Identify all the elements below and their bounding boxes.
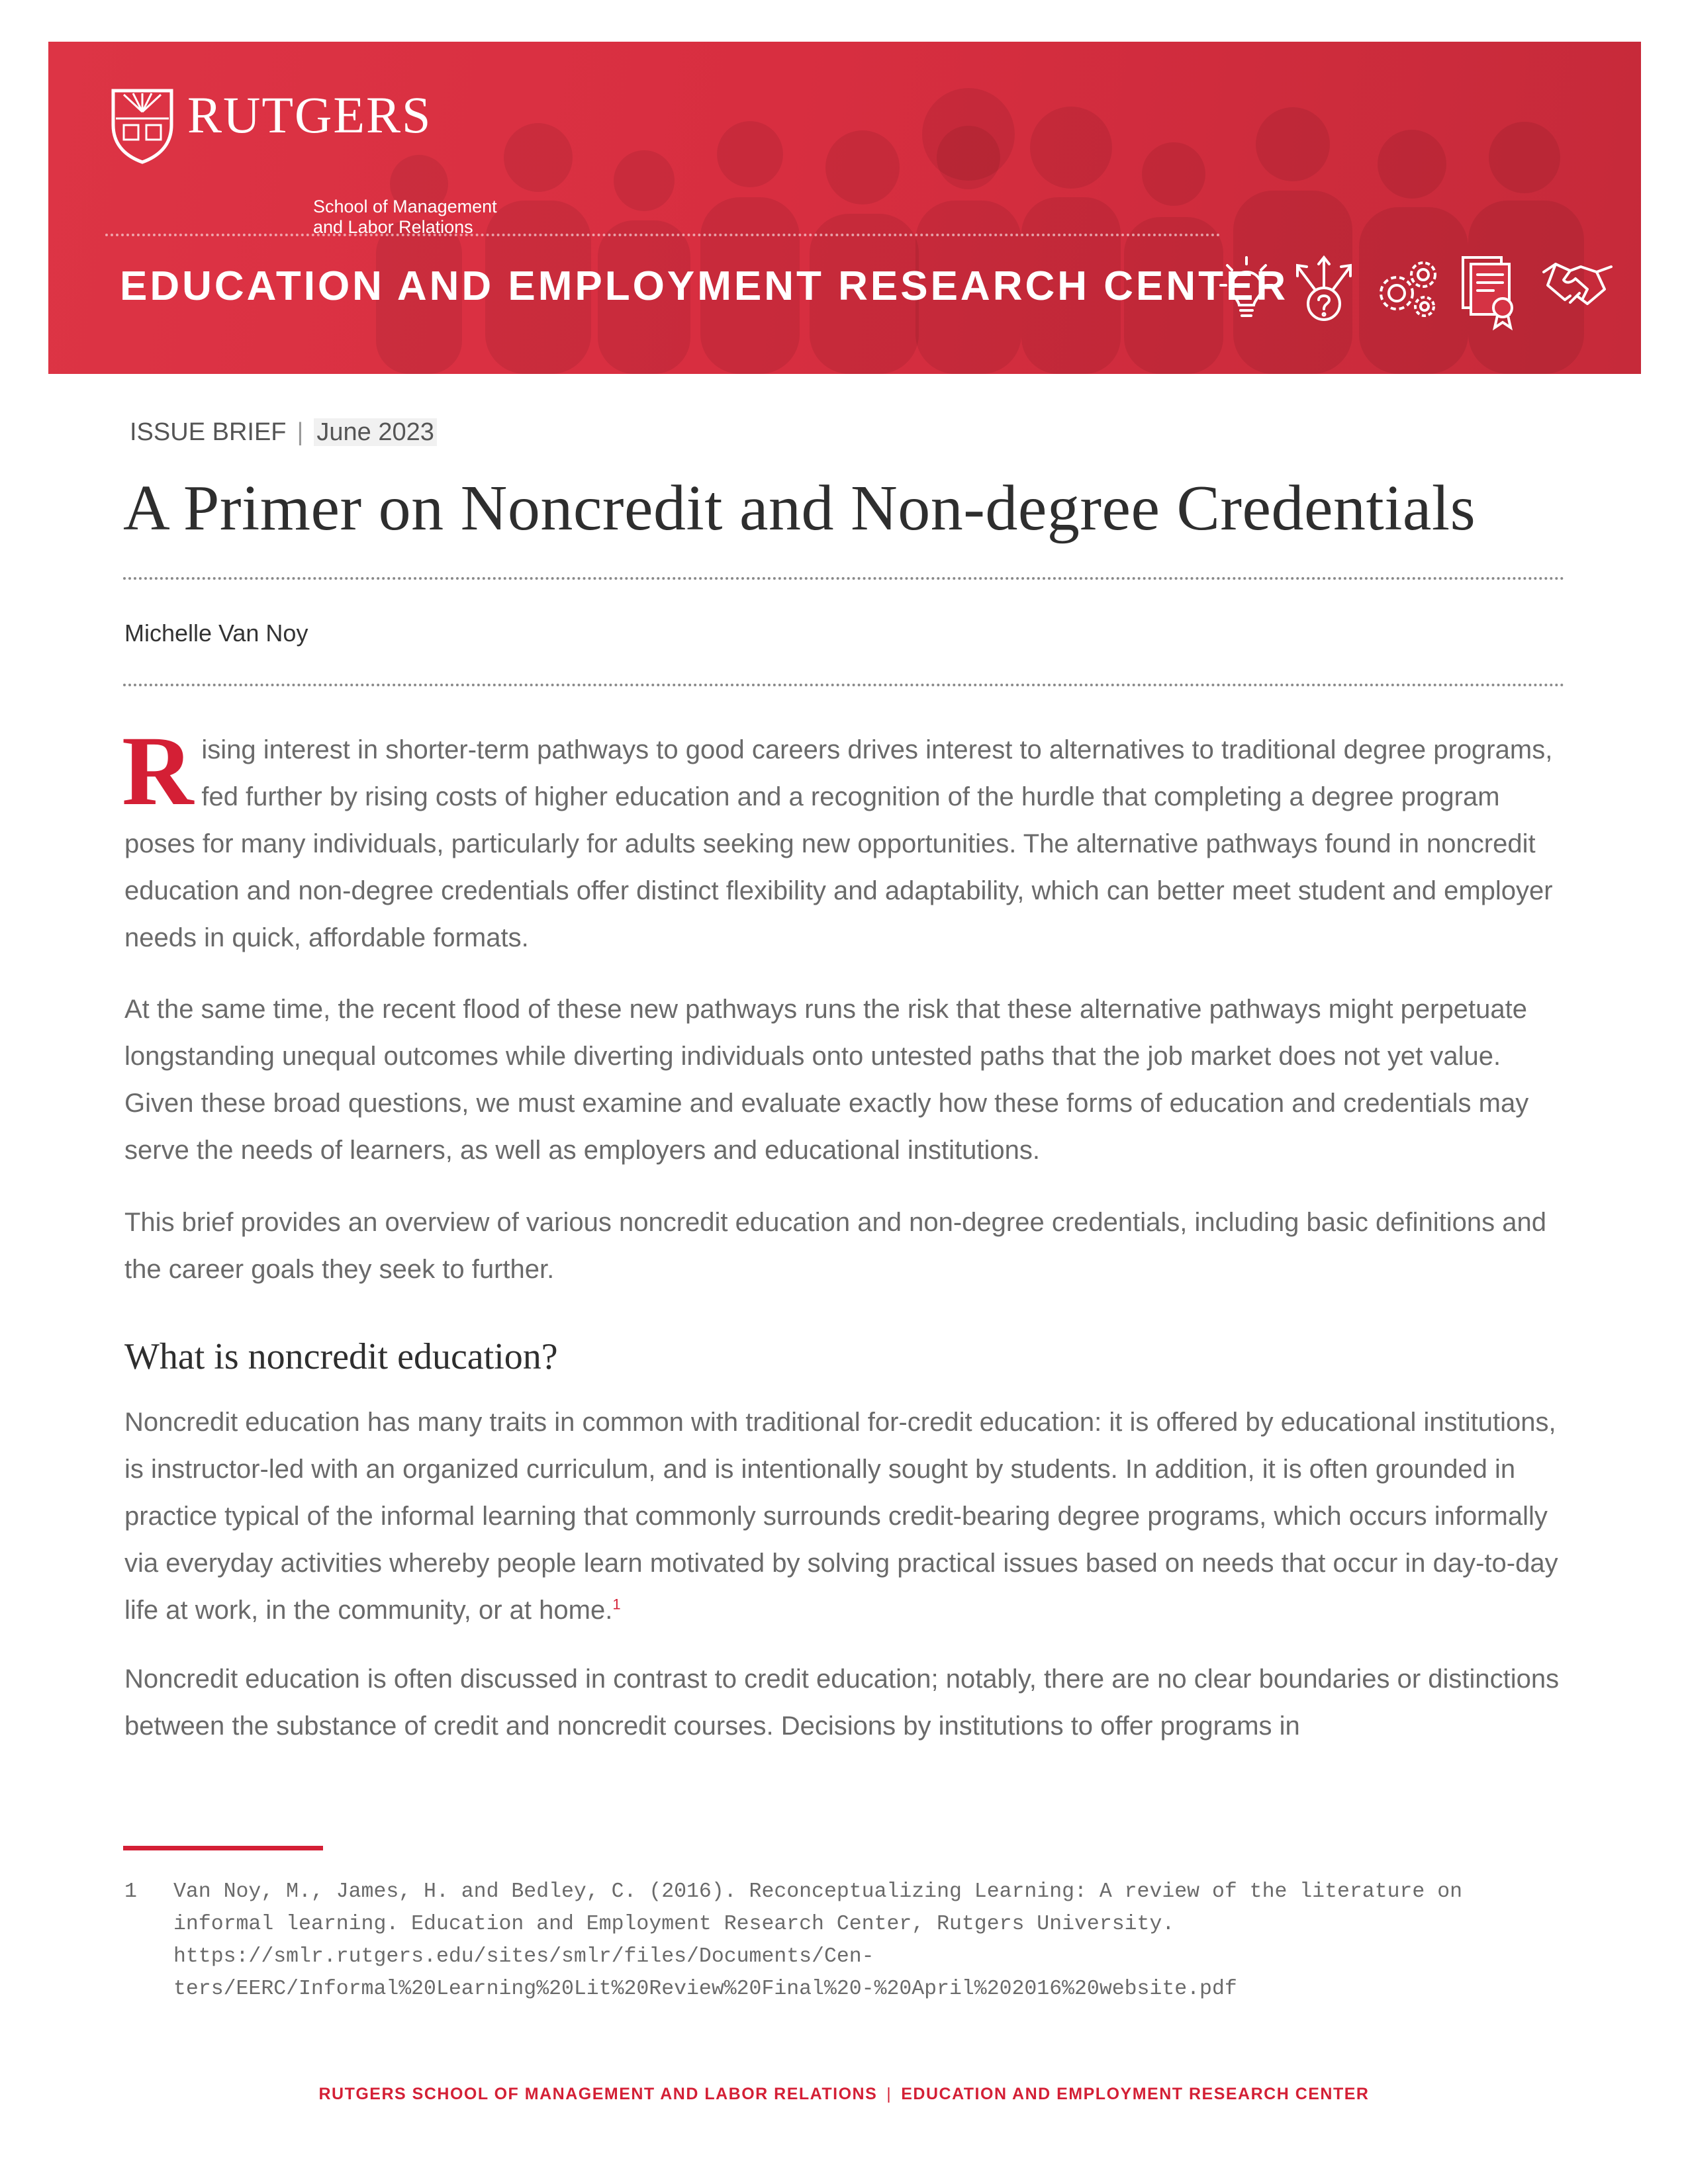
- section-heading: What is noncredit education?: [124, 1336, 558, 1377]
- intro-text-3: This brief provides an overview of various noncredit education and non-degree credentials, including basic definitions and the career goals they seek to further.: [124, 1208, 1546, 1284]
- footer-school: RUTGERS SCHOOL OF MANAGEMENT AND LABOR RELATIONS: [318, 2085, 878, 2103]
- issue-date: June 2023: [314, 418, 437, 446]
- handshake-icon: [1541, 252, 1614, 312]
- author-name: Michelle Van Noy: [124, 619, 308, 647]
- rutgers-wordmark: RUTGERS: [187, 86, 432, 144]
- center-name: EDUCATION AND EMPLOYMENT RESEARCH CENTER: [120, 263, 1289, 309]
- author-divider: [123, 684, 1565, 686]
- section-text-1: Noncredit education has many traits in common with traditional for-credit education: it is offered by educational institutions, is instructor-led with an organized curriculum, and is intentionally sought by students. In addition, it is often grounded in practice typical of the informal learning that commonly surrounds credit-bearing degree programs, which occurs informally via everyday activities whereby people learn motivated by solving practical issues based on needs that occur in day-to-day life at work, in the community, or at home.: [124, 1408, 1558, 1625]
- intro-paragraph-3: [124, 1199, 1568, 1293]
- intro-paragraph-2: [124, 986, 1568, 1174]
- intro-paragraph-1: [122, 716, 1568, 962]
- rutgers-logo: [109, 83, 506, 237]
- drop-cap: R: [122, 716, 194, 826]
- footer-center: EDUCATION AND EMPLOYMENT RESEARCH CENTER: [901, 2085, 1370, 2103]
- section-paragraph-1: [124, 1399, 1568, 1634]
- issue-meta: [130, 418, 437, 447]
- section-paragraph-2: [124, 1656, 1568, 1750]
- footer-separator: |: [886, 2085, 892, 2103]
- title-divider: [123, 577, 1565, 580]
- section-text-2: Noncredit education is often discussed in contrast to credit education; notably, there are no clear boundaries or distinctions between the substance of credit and noncredit courses. Decisions by institutions to offer programs in: [124, 1664, 1560, 1741]
- lightbulb-icon: [1217, 252, 1276, 325]
- meta-separator: |: [297, 418, 304, 446]
- banner-icon-row: [1217, 252, 1627, 338]
- footnote-text[interactable]: Van Noy, M., James, H. and Bedley, C. (2016). Reconceptualizing Learning: A review of the literature on informal learning. Education and Employment Research Center, Rutgers University. https://smlr.rutgers.edu/sites/smlr/files/Documents/Cen-ters/EERC/Informal%20Learning%20Lit%20Review%20Final%20-%20April%202016%20website.pdf: [173, 1880, 1463, 2001]
- footnote-reference[interactable]: 1: [612, 1596, 621, 1613]
- banner-divider: [105, 234, 1221, 236]
- rutgers-shield-icon: [109, 85, 175, 165]
- unit-name: School of Management and Labor Relations: [313, 197, 497, 237]
- issue-type: ISSUE BRIEF: [130, 418, 287, 446]
- page-footer: [0, 2085, 1688, 2104]
- footnote-divider: [123, 1846, 323, 1850]
- intro-text-1: ising interest in shorter-term pathways to good careers drives interest to alternatives to traditional degree programs, fed further by rising costs of higher education and a recognition of the hurdle that completing a degree program poses for many individuals, particularly for adults seeking new opportunities. The alternative pathways found in noncredit education and non-degree credentials offer distinct flexibility and adaptability, which can better meet student and employer needs in quick, affordable formats.: [124, 735, 1553, 952]
- certificate-icon: [1456, 252, 1523, 332]
- gears-icon: [1370, 252, 1443, 325]
- header-banner: [48, 42, 1641, 374]
- document-title: A Primer on Noncredit and Non-degree Credentials: [123, 473, 1476, 544]
- footnote-number: 1: [124, 1880, 137, 1903]
- intro-text-2: At the same time, the recent flood of these new pathways runs the risk that these alternative pathways might perpetuate longstanding unequal outcomes while diverting individuals onto untested paths that the job market does not yet value. Given these broad questions, we must examine and evaluate exactly how these forms of education and credentials may serve the needs of learners, as well as employers and educational institutions.: [124, 995, 1529, 1165]
- question-arrows-icon: [1291, 252, 1357, 325]
